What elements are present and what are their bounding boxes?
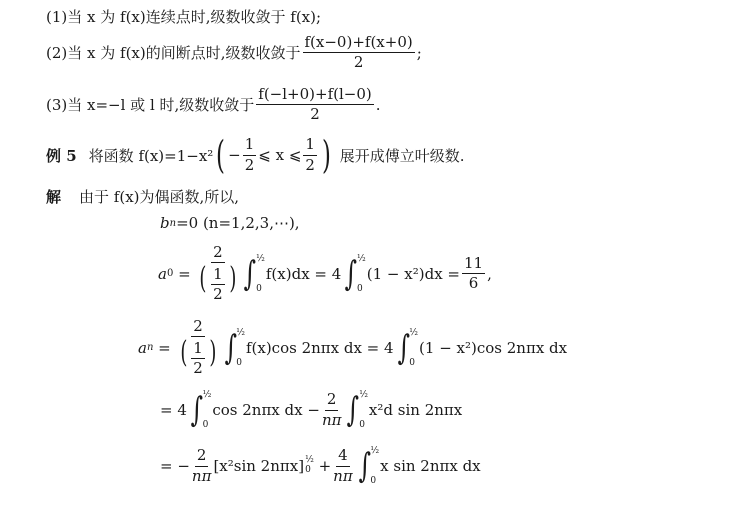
integral-sign: ∫ ½ 0: [397, 327, 419, 368]
interval-leq: ⩽ x ⩽: [258, 146, 302, 164]
step-line-1: [160, 390, 462, 430]
bn-subscript: n: [169, 217, 177, 229]
a0-coefficient-fraction: [197, 244, 238, 303]
case-3-prefix: (3)当 x=−l 或 l 时,级数收敛于: [46, 96, 255, 115]
integral-sign: ∫ ½ 0: [190, 390, 212, 430]
left-paren: (: [216, 133, 226, 177]
integral-sign: ∫ ½ 0: [344, 253, 366, 294]
fraction-numerator: 4: [336, 447, 350, 466]
a0-line: a 0 = 2 ( $\frac{1}{2}$ ) ∫ ½ 0 f(x)dx = 4 ∫ ½ 0 (1 − x²)dx = $\frac{11}{6}$ ,: [158, 243, 492, 303]
step-1-fraction: [322, 391, 342, 429]
interval-minus: −: [228, 146, 241, 164]
case-3-suffix: .: [375, 95, 381, 114]
fraction-denominator: 6: [468, 274, 479, 292]
right-paren: ): [321, 133, 331, 177]
example-text-b: 展开成傅立叶级数.: [339, 146, 465, 165]
a0-subscript: 0: [166, 268, 174, 279]
an-symbol: a: [138, 338, 147, 357]
bn-line: [160, 214, 300, 232]
fraction-denominator: ( $\frac{1}{2}$ ): [199, 261, 237, 303]
step-2-fraction-1: [192, 447, 212, 485]
step-line-2: [160, 446, 481, 486]
a0-integrand-2: (1 − x²)dx =: [366, 264, 460, 283]
an-integrand-2: (1 − x²)cos 2nπx dx: [419, 338, 568, 357]
example-text-a: 将函数 f(x)=1−x²: [88, 146, 214, 165]
fraction-denominator: nπ: [321, 410, 342, 429]
a0-end: ,: [487, 264, 492, 283]
step-2-fraction-2: [333, 447, 353, 485]
fraction-numerator: 2: [195, 447, 209, 466]
step-1-term-1: cos 2nπx dx −: [212, 401, 320, 419]
case-2-prefix: (2)当 x 为 f(x)的间断点时,级数收敛于: [46, 44, 301, 63]
fraction-numerator: 2: [191, 318, 205, 337]
step-2-term: x sin 2nπx dx: [380, 457, 481, 475]
integral-sign: ∫ ½ 0: [358, 446, 380, 486]
example-5-line: [46, 133, 465, 177]
fraction-denominator: nπ: [333, 466, 353, 485]
case-2-denominator: 2: [353, 53, 364, 72]
case-2-line: [46, 34, 422, 72]
bn-rest: =0 (n=1,2,3,⋯),: [176, 214, 300, 232]
solution-label: 解: [46, 188, 62, 206]
a0-symbol: a: [158, 264, 167, 283]
plus-sign: +: [318, 457, 332, 475]
integral-sign: ∫ ½ 0: [347, 390, 368, 430]
a0-integrand-1: f(x)dx = 4: [265, 264, 342, 283]
case-1-text: (1)当 x 为 f(x)连续点时,级数收敛于 f(x);: [46, 8, 322, 26]
an-integrand-1: f(x)cos 2nπx dx = 4: [245, 338, 394, 357]
integral-sign: ∫ ½ 0: [244, 253, 265, 294]
step-1-prefix: = 4: [160, 401, 187, 419]
fraction-numerator: 1: [303, 136, 317, 155]
case-3-line: [46, 86, 381, 124]
case-3-fraction: [256, 86, 373, 124]
an-line: a n = 2 ( $\frac{1}{2}$ ) ∫ ½ 0 f(x)cos 2nπx dx = 4 ∫ ½ 0 (1 − x²)cos 2nπx dx: [138, 317, 568, 377]
case-3-numerator: f(−l+0)+f(l−0): [256, 86, 373, 105]
bracket-limits: ½ 0: [305, 455, 314, 475]
fraction-denominator: 2: [244, 155, 255, 174]
fraction-denominator: ( $\frac{1}{2}$ ): [179, 335, 217, 377]
step-2-prefix: = −: [160, 457, 190, 475]
example-label: 例 5: [46, 146, 77, 165]
a0-result-fraction: [462, 255, 485, 293]
step-1-term-2: x²d sin 2nπx: [368, 401, 463, 419]
step-2-bracket-term: [x²sin 2nπx]: [213, 457, 305, 475]
solution-line: [46, 186, 239, 207]
interval-left-fraction: [243, 136, 257, 174]
case-2-fraction: [303, 34, 415, 72]
case-1-line: [46, 6, 321, 27]
fraction-numerator: 2: [211, 244, 225, 263]
an-subscript: n: [146, 342, 154, 353]
case-2-numerator: f(x−0)+f(x+0): [303, 34, 415, 53]
fraction-denominator: 2: [305, 155, 315, 174]
case-3-denominator: 2: [310, 105, 320, 124]
solution-text: 由于 f(x)为偶函数,所以,: [79, 188, 240, 206]
fraction-numerator: 1: [243, 136, 257, 155]
case-2-suffix: ;: [416, 43, 422, 62]
fraction-numerator: 11: [462, 255, 485, 274]
fraction-denominator: nπ: [191, 466, 212, 485]
integral-sign: ∫ ½ 0: [224, 327, 245, 368]
interval-right-fraction: [303, 136, 317, 174]
bn-symbol: b: [160, 214, 170, 232]
fraction-numerator: 2: [325, 391, 339, 410]
an-coefficient-fraction: [178, 318, 219, 377]
